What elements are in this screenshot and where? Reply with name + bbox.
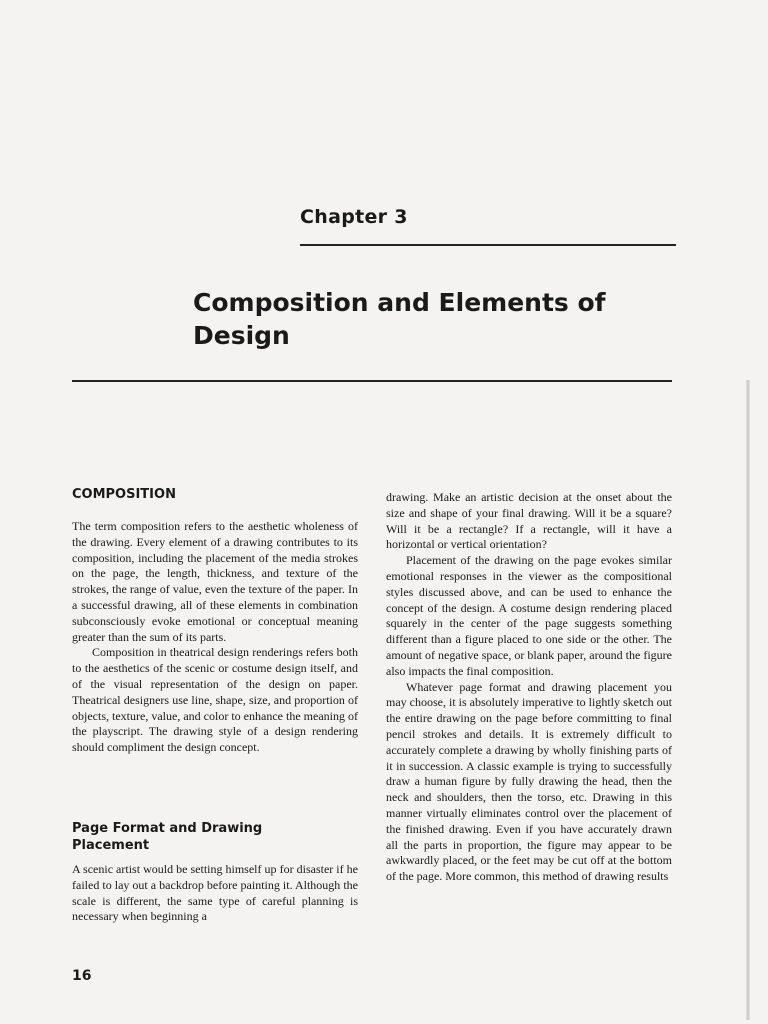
page-number: 16 [72, 968, 92, 984]
body-paragraph: Whatever page format and drawing placement you may choose, it is absolutely imperative to lightly sketch out the entire drawing on the page before committing to final pencil strokes and details. It is extremely difficult to accurately complete a drawing by wholly finishing parts of it in succession. A classic example is trying to successfully draw a human figure by fully drawing the head, then the neck and shoulders, then the torso, etc. Drawing in this manner virtually eliminates control over the placement of the finished drawing. Even if you have accurately drawn all the parts in proportion, the figure may appear to be awkwardly placed, or the feet may be cut off at the bottom of the page. More common, this method of drawing results [386, 679, 672, 884]
right-column-body [386, 490, 672, 885]
section-heading-composition: COMPOSITION [72, 487, 176, 502]
subsection-heading-page-format: Page Format and Drawing Placement [72, 821, 263, 853]
body-paragraph: The term composition refers to the aesthetic wholeness of the drawing. Every element of a drawing contributes to its composition, including the placement of the media strokes on the page, the length, thickness, and texture of the strokes, the range of value, even the texture of the paper. In a successful drawing, all of these elements in combination subconsciously evoke emotional or conceptual meaning greater than the sum of its parts. [72, 519, 358, 644]
chapter-title: Composition and Elements of Design [193, 288, 606, 350]
chapter-rule-top [300, 244, 676, 246]
composition-body [72, 519, 358, 756]
chapter-rule-bottom [72, 380, 672, 382]
body-paragraph: Placement of the drawing on the page evokes similar emotional responses in the viewer as the compositional styles discussed above, and can be used to enhance the concept of the design. A costume design rendering placed squarely in the center of the page suggests something different than a figure placed to one side or the other. The amount of negative space, or blank paper, around the figure also impacts the final composition. [386, 553, 672, 678]
body-paragraph: Composition in theatrical design renderings refers both to the aesthetics of the scenic or costume design itself, and of the visual representation of the design on paper. Theatrical designers use line, shape, size, and proportion of objects, texture, value, and color to enhance the meaning of the playscript. The drawing style of a design rendering should compliment the design concept. [72, 645, 358, 755]
body-paragraph: drawing. Make an artistic decision at the onset about the size and shape of your final drawing. Will it be a square? Will it be a rectangle? If a rectangle, will it have a horizontal or vertical orientation? [386, 490, 672, 552]
page-edge-shadow [746, 380, 750, 1020]
chapter-label: Chapter 3 [300, 206, 408, 228]
page-format-body [72, 862, 358, 925]
body-paragraph: A scenic artist would be setting himself up for disaster if he failed to lay out a backdrop before painting it. Although the scale is different, the same type of careful planning is necessary when beginning a [72, 862, 358, 924]
